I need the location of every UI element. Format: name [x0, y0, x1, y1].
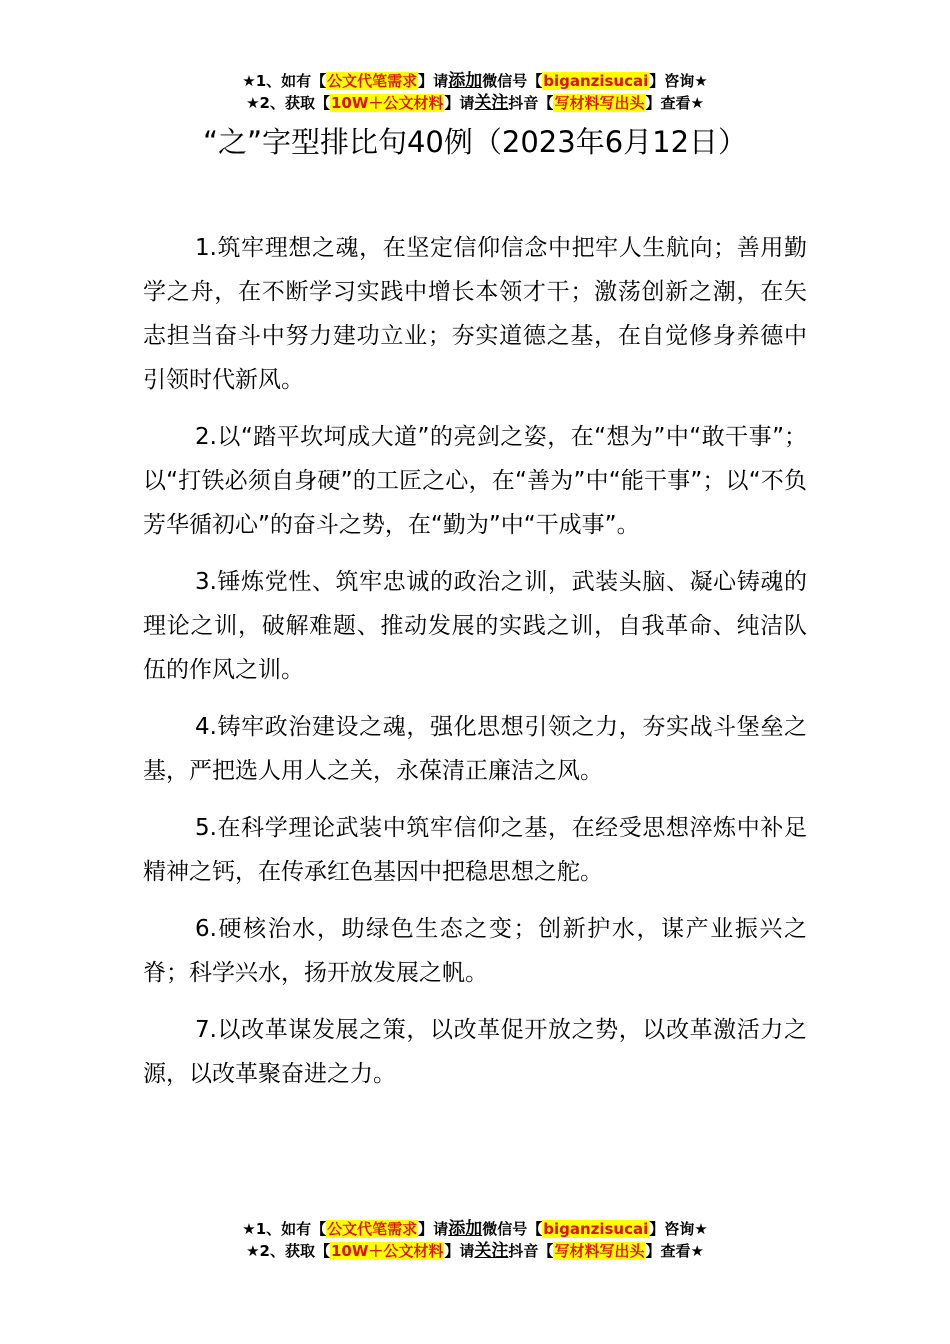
promo-text: ★2、获取【 [246, 1242, 330, 1260]
promo-highlight: 写材料写出头 [554, 1242, 645, 1260]
promo-underlined-text: 添加 [448, 71, 483, 91]
promo-text: 微信号【 [482, 1220, 543, 1238]
promo-text: 微信号【 [482, 72, 543, 90]
paragraph-6: 6.硬核治水，助绿色生态之变；创新护水，谋产业振兴之脊；科学兴水，扬开放发展之帆。 [143, 916, 807, 986]
paragraph-3: 3.锤炼党性、筑牢忠诚的政治之训，武装头脑、凝心铸魂的理论之训，破解难题、推动发展的实践之训，自我革命、纯洁队伍的作风之训。 [143, 569, 807, 683]
bottom-promo-banner [0, 1218, 950, 1262]
promo-line-1 [0, 1218, 950, 1240]
top-promo-banner [0, 70, 950, 114]
promo-highlight: biganzisucai [543, 1220, 649, 1238]
document-title: “之”字型排比句40例（2023年6月12日） [202, 125, 748, 159]
promo-text: 】请 [444, 94, 475, 112]
promo-text: 】请 [444, 1242, 475, 1260]
promo-text: 】查看★ [645, 1242, 704, 1260]
promo-line-1 [0, 70, 950, 92]
promo-highlight: 写材料写出头 [554, 94, 645, 112]
promo-text: ★2、获取【 [246, 94, 330, 112]
promo-text: 】咨询★ [649, 1220, 708, 1238]
paragraph-4: 4.铸牢政治建设之魂，强化思想引领之力，夯实战斗堡垒之基，严把选人用人之关，永葆清正廉洁之风。 [143, 714, 807, 784]
paragraph-5: 5.在科学理论武装中筑牢信仰之基，在经受思想淬炼中补足精神之钙，在传承红色基因中把稳思想之舵。 [143, 815, 807, 885]
promo-text: 】咨询★ [649, 72, 708, 90]
promo-highlight: 公文代笔需求 [327, 1220, 418, 1238]
paragraph-2: 2.以“踏平坎坷成大道”的亮剑之姿，在“想为”中“敢干事”；以“打铁必须自身硬”的工匠之心，在“善为”中“能干事”；以“不负芳华循初心”的奋斗之势，在“勤为”中“干成事”。 [143, 424, 807, 538]
promo-underlined-text: 添加 [448, 1219, 483, 1239]
promo-text: 抖音【 [508, 94, 554, 112]
promo-text: 抖音【 [508, 1242, 554, 1260]
promo-underlined-text: 关注 [474, 1241, 509, 1261]
paragraph-7: 7.以改革谋发展之策，以改革促开放之势，以改革激活力之源，以改革聚奋进之力。 [143, 1017, 807, 1087]
promo-text: 】查看★ [645, 94, 704, 112]
promo-line-2 [0, 1240, 950, 1262]
promo-highlight: biganzisucai [543, 72, 649, 90]
promo-highlight: 公文代笔需求 [327, 72, 418, 90]
promo-text: ★1、如有【 [242, 1220, 327, 1238]
promo-highlight: 10W＋公文材料 [330, 1242, 444, 1260]
document-body [143, 226, 807, 1109]
promo-highlight: 10W＋公文材料 [330, 94, 444, 112]
promo-underlined-text: 关注 [474, 93, 509, 113]
paragraph-1: 1.筑牢理想之魂，在坚定信仰信念中把牢人生航向；善用勤学之舟，在不断学习实践中增长本领才干；激荡创新之潮，在矢志担当奋斗中努力建功立业；夯实道德之基，在自觉修身养德中引领时代新风。 [143, 235, 807, 393]
promo-text: 】请 [418, 1220, 449, 1238]
promo-line-2 [0, 92, 950, 114]
promo-text: ★1、如有【 [242, 72, 327, 90]
promo-text: 】请 [418, 72, 449, 90]
